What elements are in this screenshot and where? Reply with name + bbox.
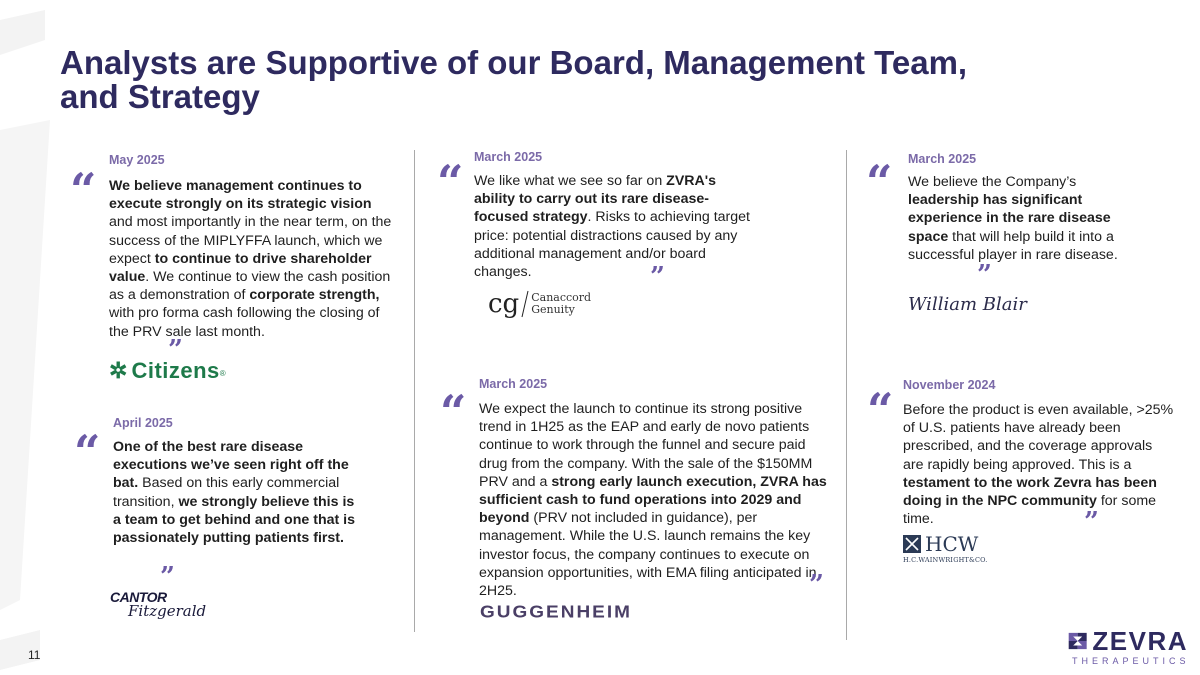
quote-emphasis: corporate strength,: [249, 287, 380, 304]
open-quote-icon: “: [70, 170, 97, 200]
close-quote-icon: ”: [160, 562, 175, 592]
guggenheim-logo: GUGGENHEIM: [480, 603, 632, 622]
quote-date: April 2025: [113, 416, 173, 430]
analyst-quote-text: [479, 400, 831, 600]
quote-emphasis: ZVRA's ability to carry out its rare disease-focused strategy: [474, 173, 717, 226]
quote-emphasis: we strongly believe this is a team to get behind and one that is passionately putting patients first.: [113, 493, 355, 547]
canaccord-slash-icon: [521, 290, 529, 318]
fitzgerald-wordmark: Fitzgerald: [128, 602, 207, 620]
zevra-tagline: THERAPEUTICS: [1072, 656, 1190, 666]
open-quote-icon: “: [440, 392, 467, 422]
quote-emphasis: strong early launch execution, ZVRA has sufficient cash to fund operations into 2029 and beyond: [479, 473, 827, 527]
close-quote-icon: ”: [650, 262, 665, 292]
hcw-wordmark: HCW: [925, 532, 979, 556]
background-watermark: [0, 0, 60, 675]
zevra-wordmark: ZEVRA: [1092, 626, 1188, 656]
canaccord-mark: cg: [488, 289, 520, 319]
william-blair-logo: William Blair: [908, 294, 1027, 315]
quote-date: November 2024: [903, 378, 996, 392]
quote-segment: We like what we see so far on: [474, 173, 667, 189]
analyst-quote-text: [474, 172, 752, 281]
quote-segment: We believe the Company’s: [908, 174, 1077, 190]
citizens-wordmark: Citizens: [131, 358, 220, 383]
close-quote-icon: ”: [168, 335, 183, 365]
open-quote-icon: “: [74, 432, 101, 462]
quote-segment: Based on this early commercial transition,: [113, 475, 340, 510]
analyst-quote-text: [903, 401, 1175, 528]
hcw-fullname: H.C.WAINWRIGHT&CO.: [903, 556, 988, 564]
canaccord-line2: Genuity: [531, 303, 575, 316]
zevra-mark-icon: [1066, 628, 1089, 654]
quote-segment: . Risks to achieving target price: potential distractions caused by any additional management and/or board changes.: [474, 209, 750, 281]
column-divider-left: [414, 150, 415, 632]
citizens-mark-icon: ✲: [109, 358, 128, 383]
citizens-registered-mark: ®: [219, 369, 226, 378]
analyst-quote-text: [113, 438, 358, 547]
zevra-therapeutics-logo: [1066, 628, 1188, 668]
page-number: 11: [28, 648, 41, 662]
quote-emphasis: We believe management continues to execute strongly on its strategic vision: [109, 178, 372, 213]
column-divider-right: [846, 150, 847, 640]
quote-segment: for some time.: [903, 493, 1157, 528]
quote-segment: and most importantly in the near term, on the success of the MIPLYFFA launch, which we expect: [109, 214, 392, 267]
quote-emphasis: to continue to drive shareholder value: [109, 250, 372, 286]
quote-segment: We expect the launch to continue its strong positive trend in 1H25 as the EAP and early de novo patients continue to work through the funnel and secure paid drug from the company. With the sale of the $150MM PRV and a: [479, 401, 813, 490]
quote-date: March 2025: [479, 377, 548, 391]
quote-emphasis: One of the best rare disease executions we’ve seen right off the bat.: [113, 439, 349, 492]
close-quote-icon: ”: [977, 260, 992, 290]
open-quote-icon: “: [867, 390, 894, 420]
cantor-fitzgerald-logo: [110, 590, 220, 624]
close-quote-icon: ”: [809, 570, 824, 600]
canaccord-genuity-logo: [488, 288, 591, 320]
cantor-wordmark: CANTOR: [110, 589, 167, 605]
quote-date: March 2025: [474, 150, 543, 164]
quote-emphasis: testament to the work Zevra has been doing in the NPC community: [903, 474, 1157, 510]
quote-segment: . We continue to view the cash position as a demonstration of: [109, 269, 391, 304]
quote-segment: (PRV not included in guidance), per management. While the U.S. launch remains the key investor focus, the company continues to execute on expansion opportunities, with EMA filing anticipated in 2H25.: [479, 510, 817, 600]
open-quote-icon: “: [437, 162, 464, 192]
page-title: Analysts are Supportive of our Board, Management Team, and Strategy: [60, 44, 968, 115]
quote-date: March 2025: [908, 152, 977, 166]
quote-date: May 2025: [109, 153, 165, 167]
citizens-logo: [109, 358, 226, 384]
close-quote-icon: ”: [1084, 507, 1099, 537]
canaccord-line1: Canaccord: [531, 291, 592, 304]
open-quote-icon: “: [866, 162, 893, 192]
analyst-quote-text: [109, 177, 394, 341]
quote-emphasis: leadership has significant experience in the rare disease space: [908, 192, 1111, 245]
quote-segment: Before the product is even available, >25% of U.S. patients have already been prescribed, and the coverage approvals are rapidly being approved. This is a: [903, 402, 1174, 473]
quote-segment: with pro forma cash following the closing of the PRV sale last month.: [109, 305, 380, 340]
hcw-square-icon: [903, 535, 921, 553]
hc-wainwright-logo: [903, 534, 993, 566]
analyst-quote-text: [908, 173, 1138, 264]
quote-segment: that will help build it into a successful player in rare disease.: [908, 228, 1118, 263]
